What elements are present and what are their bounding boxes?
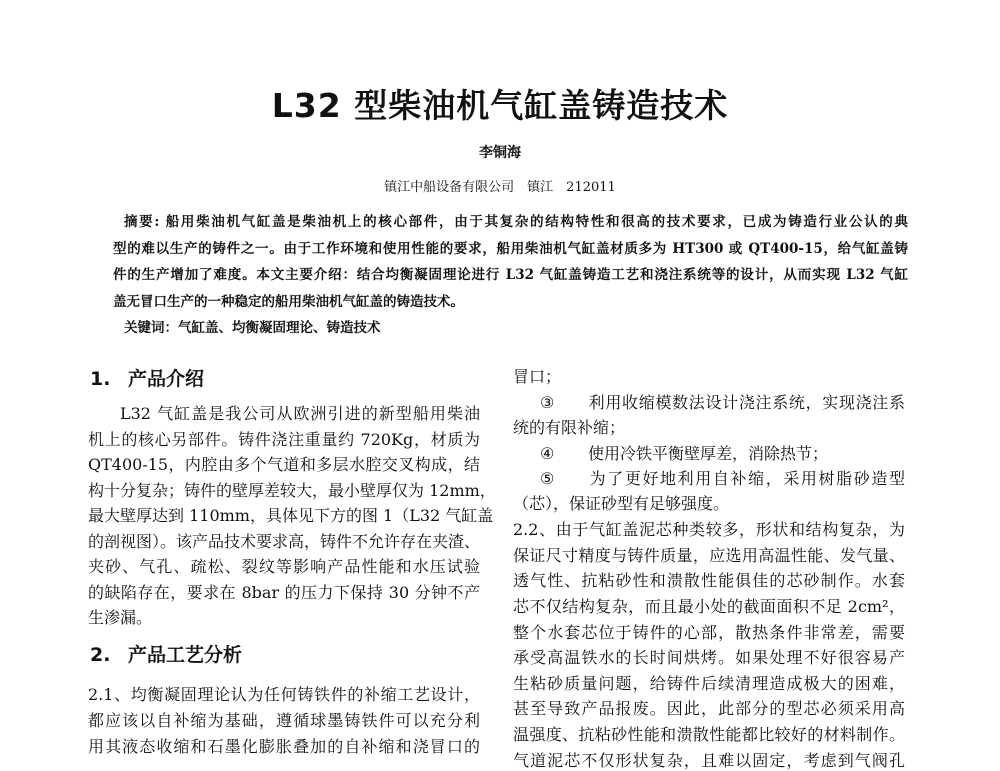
item-marker: ④ — [540, 444, 555, 463]
keywords: 关键词：气缸盖、均衡凝固理论、铸造技术 — [124, 320, 381, 336]
list-item — [540, 466, 905, 489]
body-line: 都应该以自补缩为基础，遵循球墨铸铁件可以充分利 — [88, 711, 480, 730]
affiliation: 镇江中船设备有限公司 镇江 212011 — [384, 180, 616, 195]
body-line: 机上的核心另部件。铸件浇注重量约 720Kg，材质为 — [88, 430, 480, 449]
section-number: 2. — [90, 644, 111, 666]
body-line: 的缺陷存在，要求在 8bar 的压力下保持 30 分钟不产 — [88, 583, 480, 602]
item-text: 为了更好地利用自补缩，采用树脂砂造型 — [588, 469, 905, 488]
section-number: 1. — [90, 368, 111, 390]
body-line: 气道泥芯不仅形状复杂，且难以固定，考虑到气阀孔 — [513, 751, 905, 770]
section-heading-1 — [90, 364, 204, 391]
body-line: 用其液态收缩和石墨化膨胀叠加的自补缩和浇冒口的 — [88, 737, 480, 756]
paper-title: L32 型柴油机气缸盖铸造技术 — [271, 86, 729, 125]
body-line: 生渗漏。 — [88, 608, 153, 627]
abstract-line: 件的生产增加了难度。本文主要介绍：结合均衡凝固理论进行 L32 气缸盖铸造工艺和浇注系统等的设计，从而实现 L32 气缸 — [113, 267, 908, 283]
author: 李铜海 — [479, 145, 521, 161]
item-text: 利用收缩模数法设计浇注系统，实现浇注系 — [588, 393, 905, 412]
body-line: 统的有限补缩； — [513, 418, 626, 437]
list-item — [540, 390, 905, 413]
item-marker: ⑤ — [540, 469, 555, 488]
section-title: 产品介绍 — [128, 368, 205, 390]
section-heading-2 — [90, 640, 242, 667]
body-line: 承受高温铁水的长时间烘烤。如果处理不好很容易产 — [513, 648, 905, 667]
body-line: 生粘砂质量问题，给铸件后续清理造成极大的困难， — [513, 674, 905, 693]
body-line: L32 气缸盖是我公司从欧洲引进的新型船用柴油 — [120, 404, 480, 423]
body-line: 冒口； — [513, 367, 562, 386]
body-line: 构十分复杂；铸件的壁厚差较大，最小壁厚仅为 12mm， — [88, 481, 496, 500]
item-marker: ③ — [540, 393, 555, 412]
abstract-line: 摘要: 船用柴油机气缸盖是柴油机上的核心部件，由于其复杂的结构特性和很高的技术要求，已成为铸造行业公认的典 — [124, 214, 908, 230]
abstract-line: 盖无冒口生产的一种稳定的船用柴油机气缸盖的铸造技术。 — [113, 294, 464, 310]
body-line: 保证尺寸精度与铸件质量，应选用高温性能、发气量、 — [513, 546, 905, 565]
list-item — [540, 441, 905, 464]
body-line: 2.2、由于气缸盖泥芯种类较多，形状和结构复杂，为 — [513, 520, 905, 539]
body-line: 温强度、抗粘砂性能和溃散性能都比较好的材料制作。 — [513, 725, 905, 744]
body-line: 甚至导致产品报废。因此，此部分的型芯必须采用高 — [513, 699, 905, 718]
body-line: （芯），保证砂型有足够强度。 — [513, 494, 730, 513]
abstract-line: 型的难以生产的铸件之一。由于工作环境和使用性能的要求，船用柴油机气缸盖材质多为 HT300 或 QT400-15，给气缸盖铸 — [113, 241, 908, 257]
item-text: 使用冷铁平衡壁厚差，消除热节； — [588, 444, 829, 463]
body-line: 整个水套芯位于铸件的心部，散热条件非常差，需要 — [513, 623, 905, 642]
body-line: 的剖视图）。该产品技术要求高，铸件不允许存在夹渣、 — [88, 532, 481, 551]
body-line: 最大壁厚达到 110mm，具体见下方的图 1（L32 气缸盖 — [88, 506, 494, 525]
body-line: 芯不仅结构复杂，而且最小处的截面面积不足 2cm²， — [513, 597, 905, 616]
body-line: QT400-15，内腔由多个气道和多层水腔交叉构成，结 — [88, 455, 480, 474]
section-title: 产品工艺分析 — [128, 644, 243, 666]
body-line: 2.1、均衡凝固理论认为任何铸铁件的补缩工艺设计， — [88, 685, 480, 704]
body-line: 透气性、抗粘砂性和溃散性能俱佳的芯砂制作。水套 — [513, 571, 905, 590]
body-line: 夹砂、气孔、疏松、裂纹等影响产品性能和水压试验 — [88, 557, 480, 576]
